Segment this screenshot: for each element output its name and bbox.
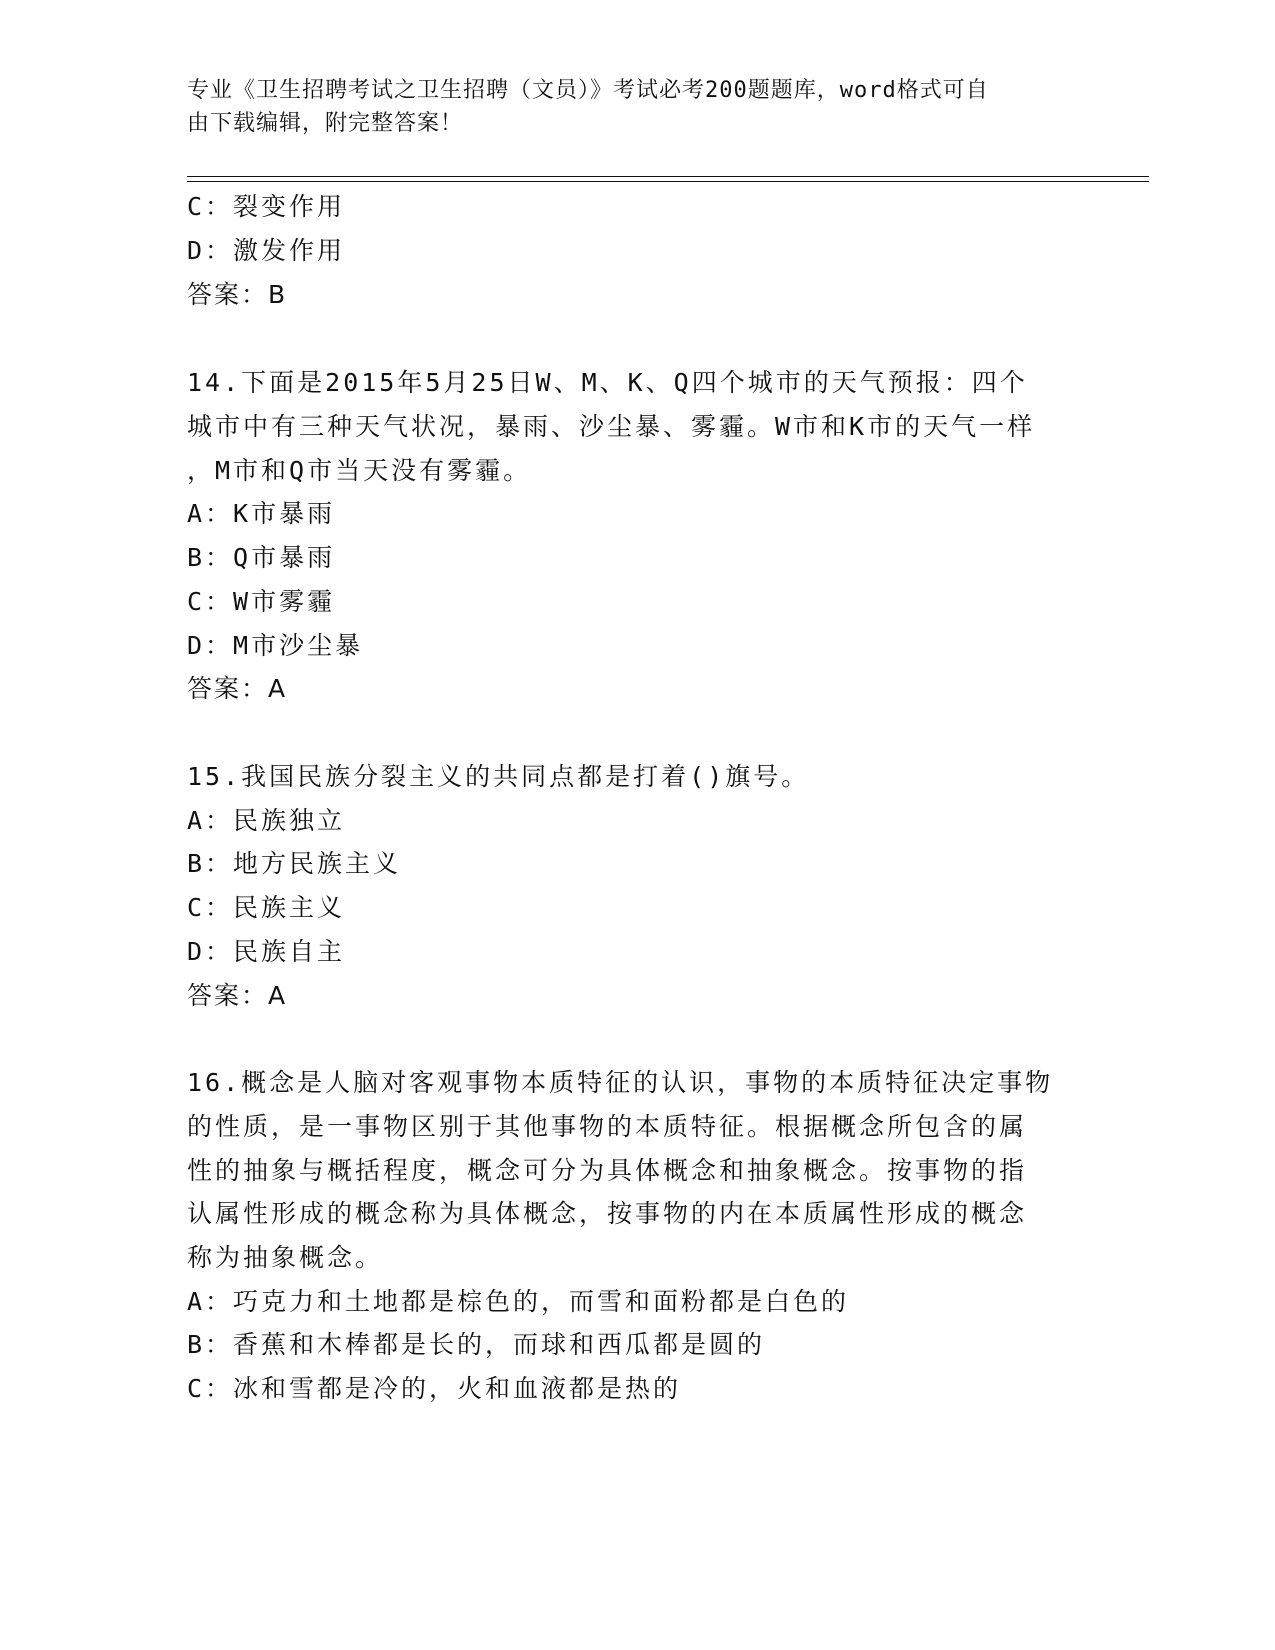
- q15-option-c: C：民族主义: [187, 893, 346, 922]
- q16-option-b: B：香蕉和木棒都是长的，而球和西瓜都是圆的: [187, 1330, 766, 1359]
- q13-option-d: D：激发作用: [187, 236, 346, 265]
- q15-stem-line-1: 15.我国民族分裂主义的共同点都是打着()旗号。: [187, 762, 810, 791]
- q13-option-c: C：裂变作用: [187, 192, 346, 221]
- q15-option-b: B：地方民族主义: [187, 849, 402, 878]
- q16-stem-line-1: 16.概念是人脑对客观事物本质特征的认识，事物的本质特征决定事物: [187, 1068, 1054, 1097]
- q16-stem-line-3: 性的抽象与概括程度，概念可分为具体概念和抽象概念。按事物的指: [187, 1156, 1028, 1185]
- q13-answer: 答案：B: [187, 280, 288, 309]
- document-header: [187, 74, 1067, 140]
- q16-option-c: C：冰和雪都是冷的，火和血液都是热的: [187, 1374, 682, 1403]
- q15-option-d: D：民族自主: [187, 937, 346, 966]
- q16-stem-line-5: 称为抽象概念。: [187, 1243, 384, 1272]
- q14-stem-line-1: 14.下面是2015年5月25日W、M、K、Q四个城市的天气预报：四个: [187, 368, 1028, 397]
- q14-option-d: D：M市沙尘暴: [187, 631, 364, 660]
- q16-stem-line-2: 的性质，是一事物区别于其他事物的本质特征。根据概念所包含的属: [187, 1112, 1028, 1141]
- q16-stem-line-4: 认属性形成的概念称为具体概念，按事物的内在本质属性形成的概念: [187, 1199, 1028, 1228]
- q14-answer: 答案：A: [187, 674, 288, 703]
- q14-option-b: B：Q市暴雨: [187, 543, 336, 572]
- q15-option-a: A：民族独立: [187, 806, 346, 835]
- header-line-2: 由下载编辑，附完整答案！: [187, 111, 464, 136]
- q15-answer: 答案：A: [187, 981, 288, 1010]
- q16-option-a: A：巧克力和土地都是棕色的，而雪和面粉都是白色的: [187, 1287, 850, 1316]
- header-rule-bottom: [187, 181, 1149, 182]
- q14-stem-line-2: 城市中有三种天气状况，暴雨、沙尘暴、雾霾。W市和K市的天气一样: [187, 412, 1036, 441]
- header-line-1: 专业《卫生招聘考试之卫生招聘（文员）》考试必考200题题库，word格式可自: [187, 78, 989, 103]
- q14-stem-line-3: ，M市和Q市当天没有雾霾。: [187, 456, 532, 485]
- q14-option-a: A：K市暴雨: [187, 499, 336, 528]
- q14-option-c: C：W市雾霾: [187, 587, 336, 616]
- header-rule-top: [187, 176, 1149, 177]
